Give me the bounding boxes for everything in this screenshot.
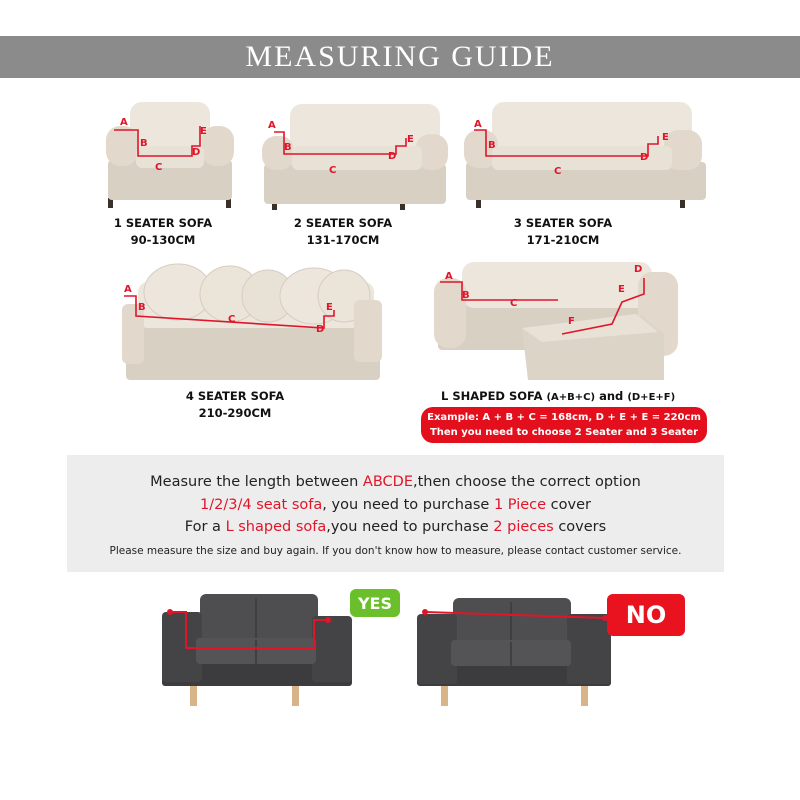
four-seater-sofa-illustration: [118, 258, 384, 384]
one-seater-name: 1 SEATER SOFA: [113, 216, 213, 230]
page-title: MEASURING GUIDE: [245, 40, 555, 73]
instruction-panel: [67, 455, 724, 572]
two-seater-caption: [280, 215, 406, 249]
label-b: B: [488, 140, 496, 151]
label-e: E: [618, 284, 625, 295]
two-seater-name: 2 SEATER SOFA: [293, 216, 393, 230]
instruction-line-2: 1/2/3/4 seat sofa, you need to purchase 1 Piece cover: [200, 497, 591, 513]
example-callout: [421, 407, 707, 443]
label-c: C: [510, 298, 518, 309]
label-e: E: [326, 302, 333, 313]
label-d: D: [192, 147, 201, 158]
one-seater-caption: [100, 215, 226, 249]
l-shaped-formula-1: (A+B+C): [546, 392, 596, 403]
label-b: B: [462, 290, 470, 301]
four-seater-size: 210-290CM: [198, 406, 272, 420]
l-shaped-name: L SHAPED SOFA: [441, 389, 543, 403]
no-badge: NO: [607, 594, 685, 636]
label-b: B: [140, 138, 148, 149]
instruction-line-4: Please measure the size and buy again. If you don't know how to measure, please contact customer service.: [109, 545, 682, 557]
two-seater-sofa-illustration: [260, 102, 450, 212]
title-banner: [0, 36, 800, 78]
label-e: E: [662, 132, 669, 143]
label-a: A: [474, 119, 482, 130]
l-shaped-caption: [441, 388, 741, 406]
yes-badge: YES: [350, 589, 400, 617]
correct-measure-sofa-illustration: [160, 590, 360, 710]
label-f: F: [568, 316, 575, 327]
label-d: D: [634, 264, 643, 275]
one-seater-size: 90-130CM: [130, 233, 196, 247]
label-c: C: [155, 162, 163, 173]
three-seater-size: 171-210CM: [526, 233, 600, 247]
example-line-1: Example: A + B + C = 168cm, D + E + E = 220cm: [427, 412, 701, 423]
label-e: E: [200, 126, 207, 137]
label-d: D: [640, 152, 649, 163]
l-shaped-formula-2: (D+E+F): [627, 392, 676, 403]
label-e: E: [407, 134, 414, 145]
label-a: A: [120, 117, 128, 128]
three-seater-name: 3 SEATER SOFA: [513, 216, 613, 230]
example-line-2: Then you need to choose 2 Seater and 3 Seater: [429, 427, 699, 438]
label-c: C: [329, 165, 337, 176]
incorrect-measure-sofa-illustration: [415, 592, 615, 712]
label-c: C: [554, 166, 562, 177]
label-c: C: [228, 314, 236, 325]
one-seater-sofa-illustration: [100, 100, 240, 210]
label-d: D: [316, 324, 325, 335]
label-b: B: [138, 302, 146, 313]
label-b: B: [284, 142, 292, 153]
l-shaped-sofa-illustration: [432, 258, 682, 384]
four-seater-name: 4 SEATER SOFA: [185, 389, 285, 403]
three-seater-sofa-illustration: [462, 100, 712, 210]
instruction-line-3: For a L shaped sofa,you need to purchase 2 pieces covers: [184, 519, 607, 535]
instruction-line-1: Measure the length between ABCDE,then choose the correct option: [150, 474, 641, 490]
label-a: A: [445, 271, 453, 282]
label-d: D: [388, 151, 397, 162]
label-a: A: [124, 284, 132, 295]
two-seater-size: 131-170CM: [306, 233, 380, 247]
l-shaped-and: and: [599, 389, 624, 403]
four-seater-caption: [172, 388, 298, 422]
three-seater-caption: [500, 215, 626, 249]
label-a: A: [268, 120, 276, 131]
